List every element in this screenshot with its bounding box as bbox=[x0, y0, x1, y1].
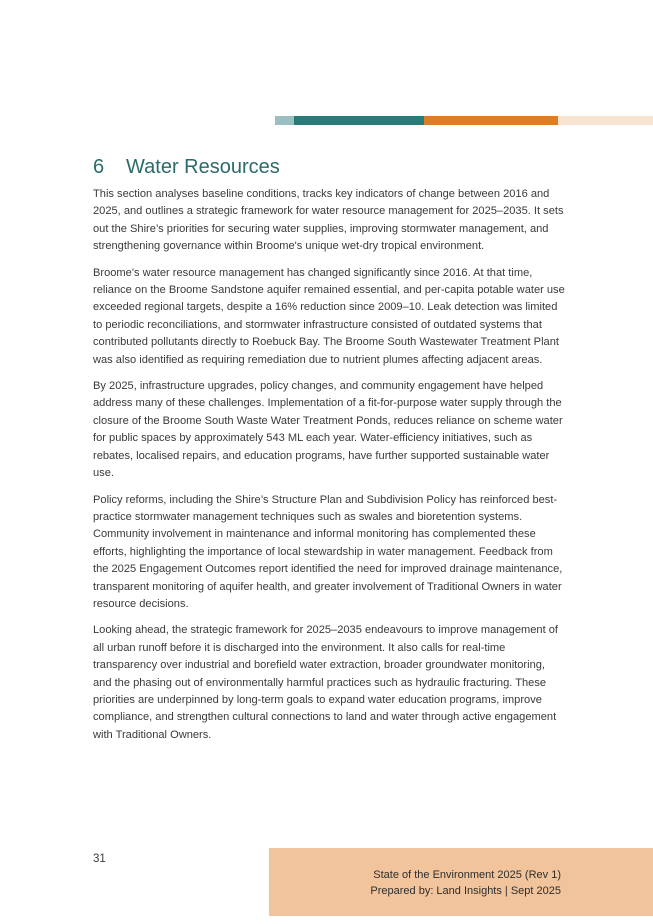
body-paragraph: This section analyses baseline conditions, tracks key indicators of change between 2016 and 2025, and outlines a strategic framework for water resource management for 2025–2035. It sets out the Shire’s priorities for securing water supplies, improving stormwater management, and strengthening governance within Broome's unique wet-dry tropical environment. bbox=[93, 188, 564, 253]
footer-report-title: State of the Environment 2025 (Rev 1) bbox=[373, 869, 561, 881]
section-number: 6 bbox=[93, 156, 105, 178]
header-color-bar bbox=[275, 116, 653, 125]
section-heading bbox=[93, 156, 280, 179]
color-bar-segment-teal bbox=[294, 116, 424, 125]
color-bar-segment-light-teal bbox=[275, 116, 294, 125]
footer-text bbox=[370, 867, 561, 899]
body-paragraph: By 2025, infrastructure upgrades, policy changes, and community engagement have helped address many of these challenges. Implementation of a fit-for-purpose water supply through the closure of the Broome South Waste Water Treatment Ponds, reduces reliance on scheme water for public spaces by approximately 543 ML each year. Water-efficiency initiatives, such as rebates, localised repairs, and education programs, have further supported sustainable water use. bbox=[93, 380, 563, 480]
footer-banner bbox=[269, 848, 653, 916]
footer-prepared-by: Prepared by: Land Insights | Sept 2025 bbox=[370, 885, 561, 897]
page-number: 31 bbox=[93, 853, 106, 865]
section-body bbox=[93, 186, 565, 753]
body-paragraph: Looking ahead, the strategic framework for 2025–2035 endeavours to improve management of all urban runoff before it is discharged into the environment. It also calls for real-time transparency over industrial and borefield water extraction, broader groundwater monitoring, and the phasing out of environmentally harmful practices such as hydraulic fracturing. These priorities are underpinned by long-term goals to expand water education programs, improve compliance, and strengthen cultural connections to land and water through active engagement with Traditional Owners. bbox=[93, 624, 558, 741]
body-paragraph: Policy reforms, including the Shire’s Structure Plan and Subdivision Policy has reinforced best-practice stormwater management techniques such as swales and bioretention systems. Community involvement in maintenance and informal monitoring has complemented these efforts, highlighting the importance of local stewardship in water management. Feedback from the 2025 Engagement Outcomes report identified the need for improved drainage maintenance, transparent monitoring of aquifer health, and greater involvement of Traditional Owners in water resource decisions. bbox=[93, 493, 563, 610]
color-bar-segment-orange bbox=[424, 116, 558, 125]
color-bar-segment-peach bbox=[558, 116, 653, 125]
body-paragraph: Broome's water resource management has changed significantly since 2016. At that time, reliance on the Broome Sandstone aquifer remained essential, and per-capita potable water use exceeded regional targets, despite a 16% reduction since 2009–10. Leak detection was limited to periodic reconciliations, and stormwater infrastructure consisted of outdated systems that contributed pollutants directly to Roebuck Bay. The Broome South Wastewater Treatment Plant was also identified as requiring remediation due to nutrient plumes affecting adjacent areas. bbox=[93, 266, 565, 366]
section-title: Water Resources bbox=[126, 156, 280, 178]
